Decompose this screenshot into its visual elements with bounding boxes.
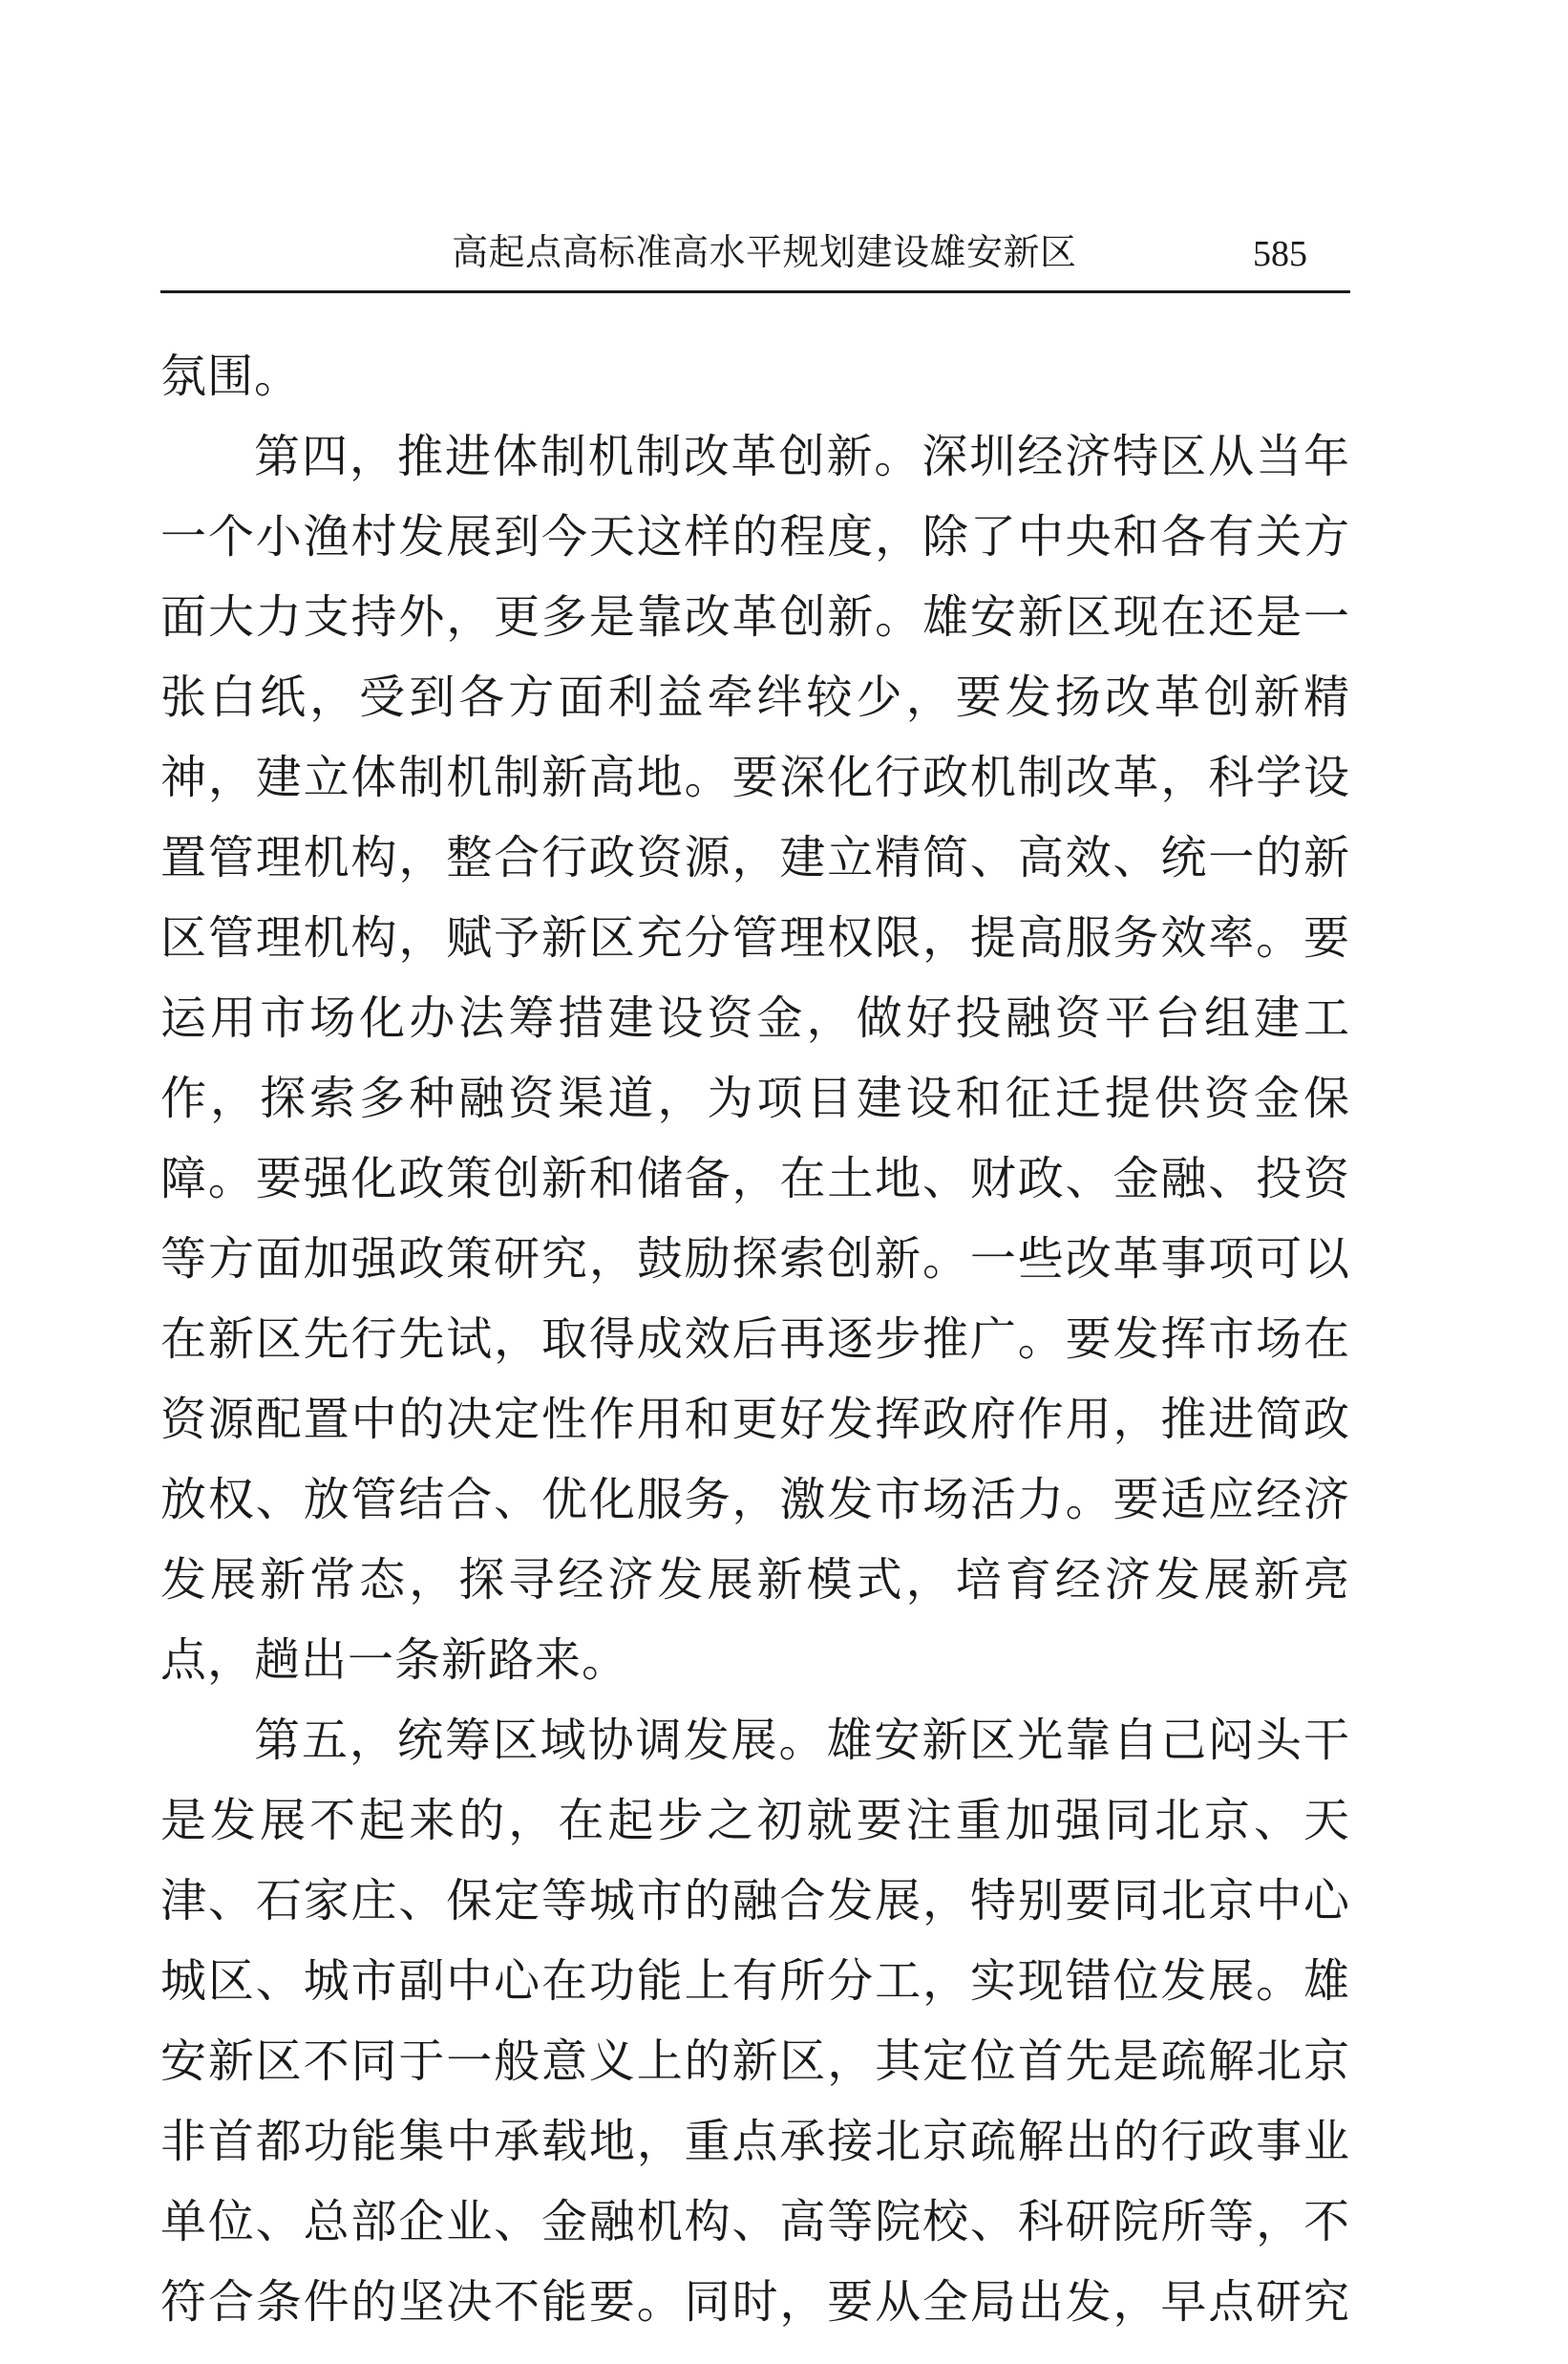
running-head [160, 225, 1350, 292]
text-line: 置管理机构，整合行政资源，建立精简、高效、统一的新 [160, 831, 1350, 884]
text-line: 单位、总部企业、金融机构、高等院校、科研院所等，不 [160, 2195, 1350, 2248]
text-line: 氛围。 [160, 350, 302, 403]
text-line: 津、石家庄、保定等城市的融合发展，特别要同北京中心 [160, 1874, 1350, 1927]
text-line: 运用市场化办法筹措建设资金，做好投融资平台组建工 [160, 991, 1350, 1045]
text-line: 是发展不起来的，在起步之初就要注重加强同北京、天 [160, 1794, 1350, 1847]
text-line: 放权、放管结合、优化服务，激发市场活力。要适应经济 [160, 1473, 1350, 1526]
text-line: 点，趟出一条新路来。 [160, 1633, 629, 1687]
running-title: 高起点高标准高水平规划建设雄安新区 [452, 231, 1077, 273]
text-line: 一个小渔村发展到今天这样的程度，除了中央和各有关方 [160, 510, 1350, 564]
text-line: 张白纸，受到各方面利益牵绊较少，要发扬改革创新精 [160, 671, 1350, 724]
text-line: 城区、城市副中心在功能上有所分工，实现错位发展。雄 [160, 1954, 1350, 2008]
text-line: 符合条件的坚决不能要。同时，要从全局出发，早点研究 [160, 2275, 1350, 2329]
text-line: 非首都功能集中承载地，重点承接北京疏解出的行政事业 [160, 2115, 1350, 2168]
body-text [160, 336, 1350, 2342]
text-line: 在新区先行先试，取得成效后再逐步推广。要发挥市场在 [160, 1312, 1350, 1366]
header-rule [160, 290, 1350, 293]
paragraph-first-line: 第四，推进体制机制改革创新。深圳经济特区从当年 [254, 430, 1350, 483]
text-line: 面大力支持外，更多是靠改革创新。雄安新区现在还是一 [160, 590, 1350, 644]
text-line: 障。要强化政策创新和储备，在土地、财政、金融、投资 [160, 1152, 1350, 1205]
text-line: 资源配置中的决定性作用和更好发挥政府作用，推进简政 [160, 1393, 1350, 1446]
text-line: 作，探索多种融资渠道，为项目建设和征迁提供资金保 [160, 1072, 1350, 1125]
text-line: 等方面加强政策研究，鼓励探索创新。一些改革事项可以 [160, 1232, 1350, 1286]
text-line: 区管理机构，赋予新区充分管理权限，提高服务效率。要 [160, 911, 1350, 965]
paragraph-first-line: 第五，统筹区域协调发展。雄安新区光靠自己闷头干 [254, 1714, 1350, 1767]
text-line: 神，建立体制机制新高地。要深化行政机制改革，科学设 [160, 751, 1350, 804]
text-line: 发展新常态，探寻经济发展新模式，培育经济发展新亮 [160, 1553, 1350, 1607]
text-line: 安新区不同于一般意义上的新区，其定位首先是疏解北京 [160, 2034, 1350, 2088]
page-number: 585 [1253, 234, 1307, 274]
